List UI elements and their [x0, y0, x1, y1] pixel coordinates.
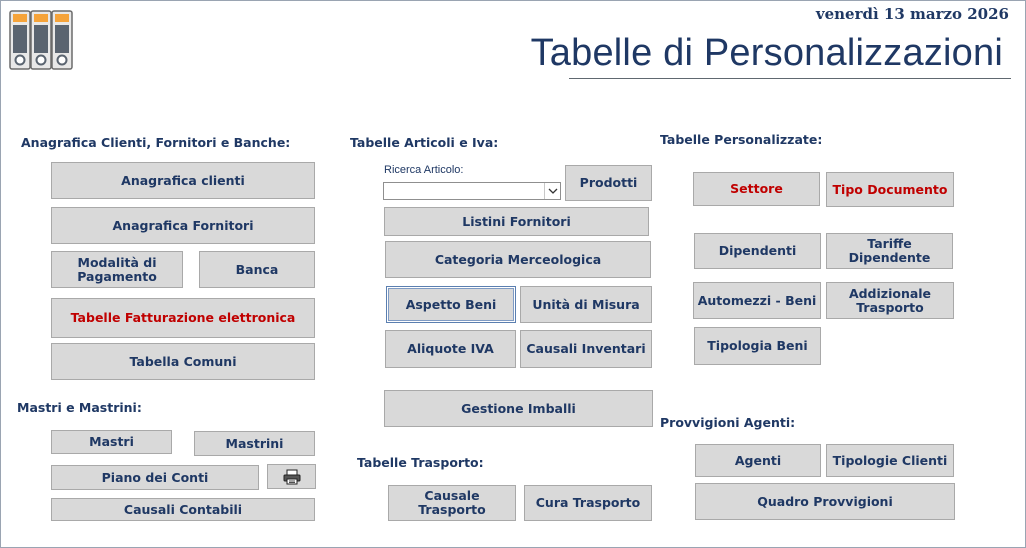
section-mastri: Mastri e Mastrini:: [17, 400, 142, 415]
modalita-pagamento-button[interactable]: Modalità di Pagamento: [51, 251, 183, 288]
tipologie-clienti-button[interactable]: Tipologie Clienti: [826, 444, 954, 477]
causali-inventari-button[interactable]: Causali Inventari: [520, 330, 652, 368]
tariffe-dipendente-button[interactable]: Tariffe Dipendente: [826, 233, 953, 269]
dipendenti-button[interactable]: Dipendenti: [694, 233, 821, 269]
agenti-button[interactable]: Agenti: [695, 444, 821, 477]
tabella-comuni-button[interactable]: Tabella Comuni: [51, 343, 315, 380]
tipologia-beni-button[interactable]: Tipologia Beni: [694, 327, 821, 365]
gestione-imballi-button[interactable]: Gestione Imballi: [384, 390, 653, 427]
piano-conti-button[interactable]: Piano dei Conti: [51, 465, 259, 490]
listini-fornitori-button[interactable]: Listini Fornitori: [384, 207, 649, 236]
current-date: venerdì 13 marzo 2026: [815, 5, 1009, 23]
printer-icon: [283, 469, 301, 485]
combo-dropdown-button[interactable]: [544, 183, 560, 199]
tipo-documento-button[interactable]: Tipo Documento: [826, 172, 954, 207]
section-anagrafica: Anagrafica Clienti, Fornitori e Banche:: [21, 135, 291, 150]
addizionale-trasporto-button[interactable]: Addizionale Trasporto: [826, 282, 954, 319]
ricerca-articolo-label: Ricerca Articolo:: [384, 164, 464, 176]
mastri-button[interactable]: Mastri: [51, 430, 172, 454]
print-piano-conti-button[interactable]: [267, 464, 316, 489]
quadro-provvigioni-button[interactable]: Quadro Provvigioni: [695, 483, 955, 520]
categoria-merceologica-button[interactable]: Categoria Merceologica: [385, 241, 651, 278]
aliquote-iva-button[interactable]: Aliquote IVA: [385, 330, 516, 368]
title-divider: [569, 78, 1011, 79]
section-provvigioni: Provvigioni Agenti:: [660, 415, 796, 430]
ricerca-articolo-combo[interactable]: [383, 182, 561, 200]
section-articoli: Tabelle Articoli e Iva:: [350, 135, 499, 150]
anagrafica-clienti-button[interactable]: Anagrafica clienti: [51, 162, 315, 199]
automezzi-beni-button[interactable]: Automezzi - Beni: [693, 282, 821, 319]
causali-contabili-button[interactable]: Causali Contabili: [51, 498, 315, 521]
section-trasporto: Tabelle Trasporto:: [357, 455, 484, 470]
prodotti-button[interactable]: Prodotti: [565, 165, 652, 201]
unita-misura-button[interactable]: Unità di Misura: [520, 286, 652, 323]
causale-trasporto-button[interactable]: Causale Trasporto: [388, 485, 516, 521]
settore-button[interactable]: Settore: [693, 172, 820, 206]
chevron-down-icon: [548, 188, 558, 195]
binders-icon: [9, 9, 73, 71]
section-personalizzate: Tabelle Personalizzate:: [660, 132, 823, 147]
fatturazione-elettronica-button[interactable]: Tabelle Fatturazione elettronica: [51, 298, 315, 338]
banca-button[interactable]: Banca: [199, 251, 315, 288]
page-title: Tabelle di Personalizzazioni: [530, 32, 1003, 74]
mastrini-button[interactable]: Mastrini: [194, 431, 315, 456]
anagrafica-fornitori-button[interactable]: Anagrafica Fornitori: [51, 207, 315, 244]
aspetto-beni-button[interactable]: Aspetto Beni: [386, 286, 516, 323]
cura-trasporto-button[interactable]: Cura Trasporto: [524, 485, 652, 521]
